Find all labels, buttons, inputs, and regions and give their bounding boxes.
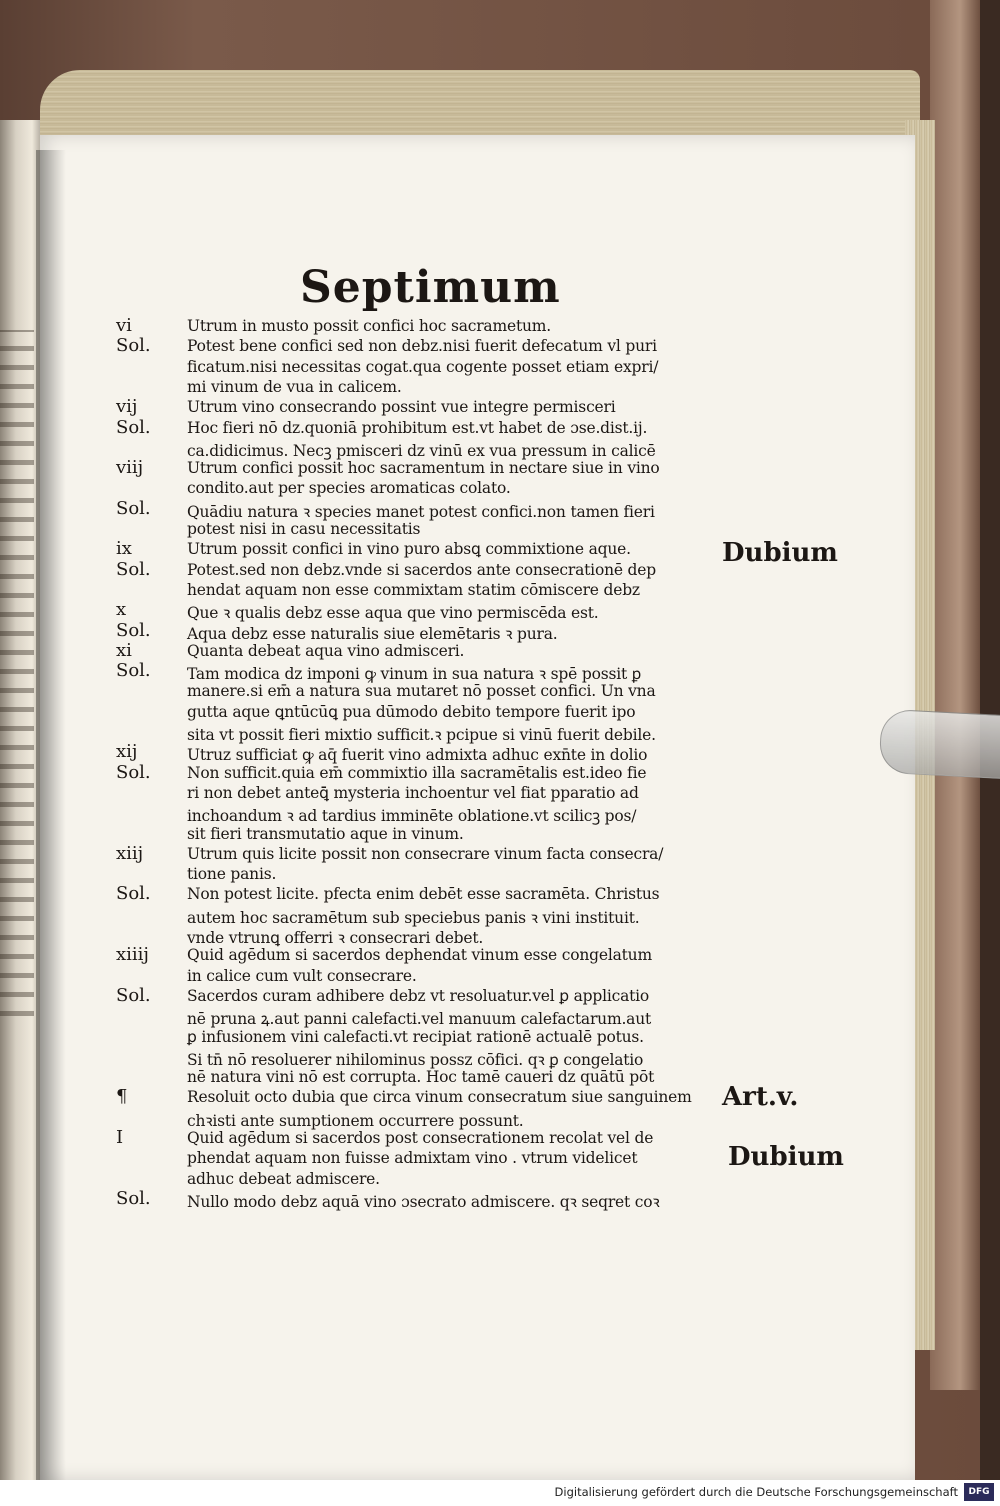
text-line: manere.si em̄ a natura sua mutaret nō posset confici. Un vna	[187, 682, 656, 701]
text-line: Nullo modo debz aquā vino ɔsecrato admiscere. qꝛ seqret coꝛ	[187, 1192, 660, 1211]
cover-edge	[930, 0, 980, 1390]
text-line: chꝛisti ante sumptionem occurrere possunt.	[187, 1111, 524, 1130]
text-line: Utrum confici possit hoc sacramentum in nectare siue in vino	[187, 459, 660, 478]
page-clip	[878, 709, 1000, 780]
text-line: Non potest licite. pfecta enim debēt esse sacramēta. Christus	[187, 885, 660, 904]
text-line: ca.didicimus. Necꝫ pmisceri dz vinū ex vua pressum in calicē	[187, 441, 656, 460]
text-line: Si tn̄ nō resoluerer nihilominus possz cōfici. qꝛ ꝑ congelatio	[187, 1050, 644, 1069]
text-line: Que ꝛ qualis debz esse aqua que vino permiscēda est.	[187, 604, 599, 623]
text-line: sit fieri transmutatio aque in vinum.	[187, 824, 464, 843]
text-line: ri non debet anteꝗ̄ mysteria inchoentur vel fiat pparatio ad	[187, 783, 639, 802]
line-marker: xij	[116, 741, 138, 763]
line-marker: xiij	[116, 842, 144, 864]
text-line: nē pruna ꝝ.aut panni calefacti.vel manuum calefactarum.aut	[187, 1010, 652, 1029]
text-line: inchoandum ꝛ ad tardius imminēte oblatione.vt scilicꝫ pos/	[187, 807, 637, 826]
line-marker: x	[116, 599, 127, 621]
text-line: Potest.sed non debz.vnde si sacerdos ante consecrationē dep	[187, 560, 656, 579]
line-marker: viij	[116, 457, 144, 479]
line-marker: vi	[116, 315, 132, 336]
text-line: gutta aque ꝗntūcūꝗ pua dūmodo debito tempore fuerit ipo	[187, 702, 636, 721]
text-line: Resoluit octo dubia que circa vinum consecratum siue sanguinem	[187, 1088, 692, 1107]
line-marker: Sol.	[116, 1187, 151, 1209]
marginal-note-dubium-2: Dubium	[728, 1142, 844, 1172]
text-line: Utrum in musto possit confici hoc sacrametum.	[187, 317, 551, 335]
text-line: ꝑ infusionem vini calefacti.vt recipiat rationē actualē potus.	[187, 1027, 644, 1046]
line-marker: Sol.	[116, 761, 151, 783]
line-marker: Sol.	[116, 558, 151, 580]
line-marker: Sol.	[116, 984, 151, 1006]
page-title: Septimum	[300, 262, 561, 313]
text-line: ficatum.nisi necessitas cogat.qua cogente posset etiam expri/	[187, 357, 659, 376]
text-line: Tam modica dz imponi ꝙ vinum in sua natura ꝛ spē possit ꝑ	[187, 665, 642, 684]
line-marker: xiiij	[116, 944, 150, 966]
text-line: Utrum quis licite possit non consecrare vinum facta consecra/	[187, 844, 664, 863]
text-line: vnde vtrunꝗ offerri ꝛ consecrari debet.	[187, 929, 484, 947]
text-line: Quādiu natura ꝛ species manet potest confici.non tamen fieri	[187, 502, 655, 521]
left-page-text	[0, 330, 34, 1030]
text-line: Utrum possit confici in vino puro absꝗ commixtione aque.	[187, 540, 631, 559]
text-line: potest nisi in casu necessitatis	[187, 520, 421, 538]
line-marker: Sol.	[116, 660, 151, 682]
line-marker: Sol.	[116, 416, 151, 438]
text-line: tione panis.	[187, 865, 277, 884]
line-marker: Sol.	[116, 497, 151, 519]
text-line: Hoc fieri nō dz.quoniā prohibitum est.vt habet de ɔse.dist.ij.	[187, 418, 648, 437]
text-line: Quanta debeat aqua vino admisceri.	[187, 641, 465, 660]
text-line: autem hoc sacramētum sub speciebus panis ꝛ vini instituit.	[187, 908, 640, 927]
line-marker: Sol.	[116, 619, 151, 641]
text-line: Quid agēdum si sacerdos post consecrationem recolat vel de	[187, 1129, 654, 1147]
text-line: adhuc debeat admiscere.	[187, 1169, 380, 1188]
line-marker: ix	[116, 538, 132, 560]
marginal-note-dubium: Dubium	[722, 538, 838, 568]
line-marker: ¶	[116, 1086, 128, 1108]
text-line: nē natura vini nō est corrupta. Hoc tamē caueri dz quātū pōt	[187, 1068, 655, 1087]
text-line: condito.aut per species aromaticas colato.	[187, 479, 511, 498]
text-line: Potest bene confici sed non debz.nisi fuerit defecatum vl puri	[187, 337, 657, 356]
marginal-note-art: Art.v.	[722, 1082, 799, 1112]
text-line: sita vt possit fieri mixtio sufficit.ꝛ pcipue si vinū fuerit debile.	[187, 726, 656, 744]
text-line: Sacerdos curam adhibere debz vt resoluatur.vel ꝑ applicatio	[187, 986, 650, 1005]
page-edges-top	[40, 70, 920, 140]
text-line: Quid agēdum si sacerdos dephendat vinum esse congelatum	[187, 946, 652, 965]
line-marker: xi	[116, 639, 132, 661]
text-line: hendat aquam non esse commixtam statim cōmiscere debz	[187, 580, 640, 599]
text-line: in calice cum vult consecrare.	[187, 966, 417, 985]
text-line: Non sufficit.quia em̄ commixtio illa sacramētalis est.ideo fie	[187, 763, 647, 782]
line-marker: Sol.	[116, 335, 151, 357]
dfg-logo: DFG	[964, 1483, 994, 1501]
text-line: mi vinum de vua in calicem.	[187, 377, 402, 396]
footer-bar	[0, 1480, 1000, 1506]
line-marker: I	[116, 1127, 124, 1148]
text-line: Utrum vino consecrando possint vue integre permisceri	[187, 398, 616, 417]
text-line: Utruz sufficiat ꝙ aq̄ fuerit vino admixta adhuc exn̄te in dolio	[187, 746, 648, 765]
footer-credit: Digitalisierung gefördert durch die Deutsche Forschungsgemeinschaft	[554, 1485, 958, 1499]
gutter-shadow	[36, 150, 66, 1480]
line-marker: Sol.	[116, 883, 151, 905]
line-marker: vij	[116, 396, 138, 418]
text-line: Aqua debz esse naturalis siue elemētaris ꝛ pura.	[187, 624, 558, 643]
text-line: phendat aquam non fuisse admixtam vino . vtrum videlicet	[187, 1149, 638, 1168]
